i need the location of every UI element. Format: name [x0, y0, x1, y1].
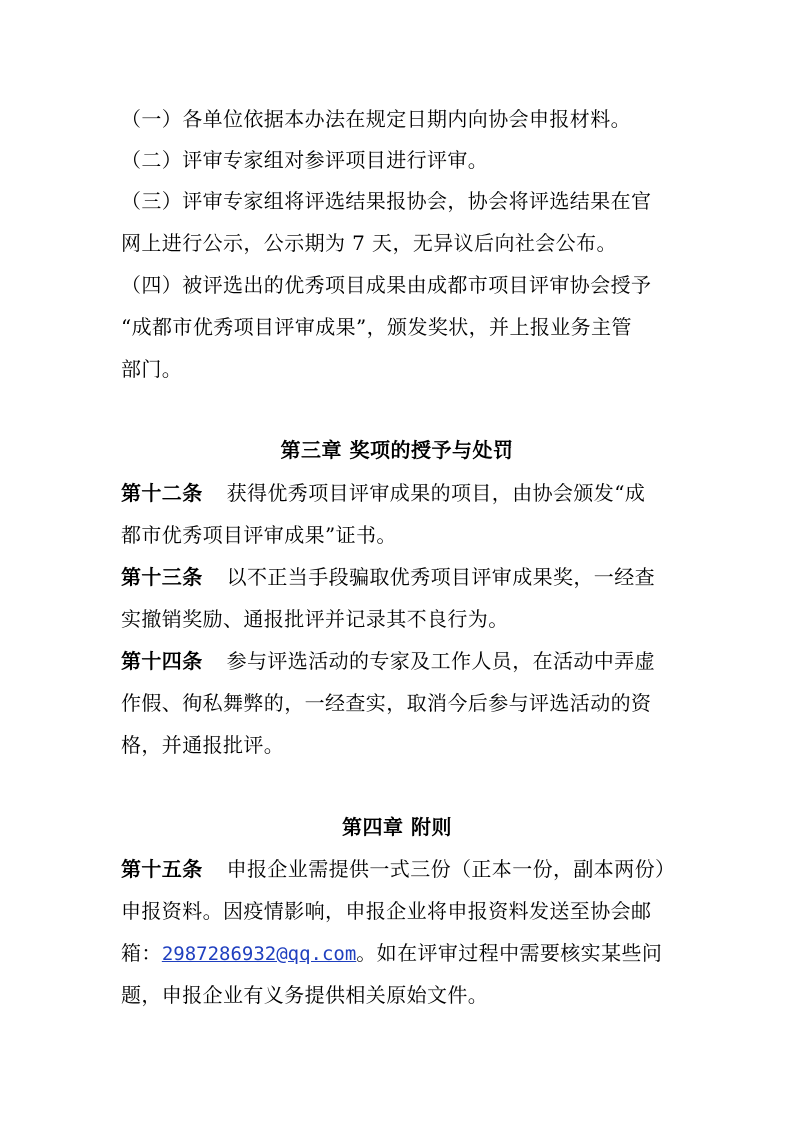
article-15-line-3: [121, 933, 681, 973]
email-prefix: 箱：: [121, 941, 162, 965]
article-14-line-3: 格，并通报批评。: [121, 733, 285, 757]
procedure-item-2: （二）评审专家组对参评项目进行评审。: [121, 148, 489, 172]
article-13-line-1: [121, 557, 681, 597]
procedure-item-3-line-2: 网上进行公示，公示期为 7 天，无异议后向社会公布。: [121, 231, 617, 255]
article-14-label: 第十四条: [121, 649, 203, 673]
article-15-line-4: 题，申报企业有义务提供相关原始文件。: [121, 983, 489, 1007]
email-link[interactable]: 2987286932@qq.com: [161, 943, 357, 965]
article-14-text-1: 参与评选活动的专家及工作人员，在活动中弄虚: [226, 649, 656, 673]
article-13-line-2: 实撤销奖励、通报批评并记录其不良行为。: [121, 607, 509, 631]
article-12-line-2: 都市优秀项目评审成果”证书。: [121, 523, 397, 547]
article-12-text-1: 获得优秀项目评审成果的项目，由协会颁发“成: [226, 481, 646, 505]
article-13-text-1: 以不正当手段骗取优秀项目评审成果奖，一经查: [226, 565, 656, 589]
procedure-item-4-line-1: （四）被评选出的优秀项目成果由成都市项目评审协会授予: [121, 273, 652, 297]
procedure-item-1: （一）各单位依据本办法在规定日期内向协会申报材料。: [121, 107, 631, 131]
article-15-label: 第十五条: [121, 857, 203, 881]
article-15-line-1: [121, 849, 681, 889]
article-15-text-1: 申报企业需提供一式三份（正本一份，副本两份）: [226, 857, 676, 881]
article-13-label: 第十三条: [121, 565, 203, 589]
article-14-line-1: [121, 641, 681, 681]
chapter-4-title: 第四章 附则: [342, 815, 452, 839]
email-suffix: 。如在评审过程中需要核实某些问: [356, 941, 663, 965]
procedure-item-3-line-1: （三）评审专家组将评选结果报协会，协会将评选结果在官: [121, 189, 652, 213]
chapter-3-title: 第三章 奖项的授予与处罚: [280, 438, 514, 462]
article-14-line-2: 作假、徇私舞弊的，一经查实，取消今后参与评选活动的资: [121, 691, 652, 715]
article-15-line-2: 申报资料。因疫情影响，申报企业将申报资料发送至协会邮: [121, 899, 652, 923]
article-12-label: 第十二条: [121, 481, 203, 505]
procedure-item-4-line-2: “成都市优秀项目评审成果”，颁发奖状，并上报业务主管: [121, 315, 632, 339]
procedure-item-4-line-3: 部门。: [121, 357, 183, 381]
article-12-line-1: [121, 473, 681, 513]
